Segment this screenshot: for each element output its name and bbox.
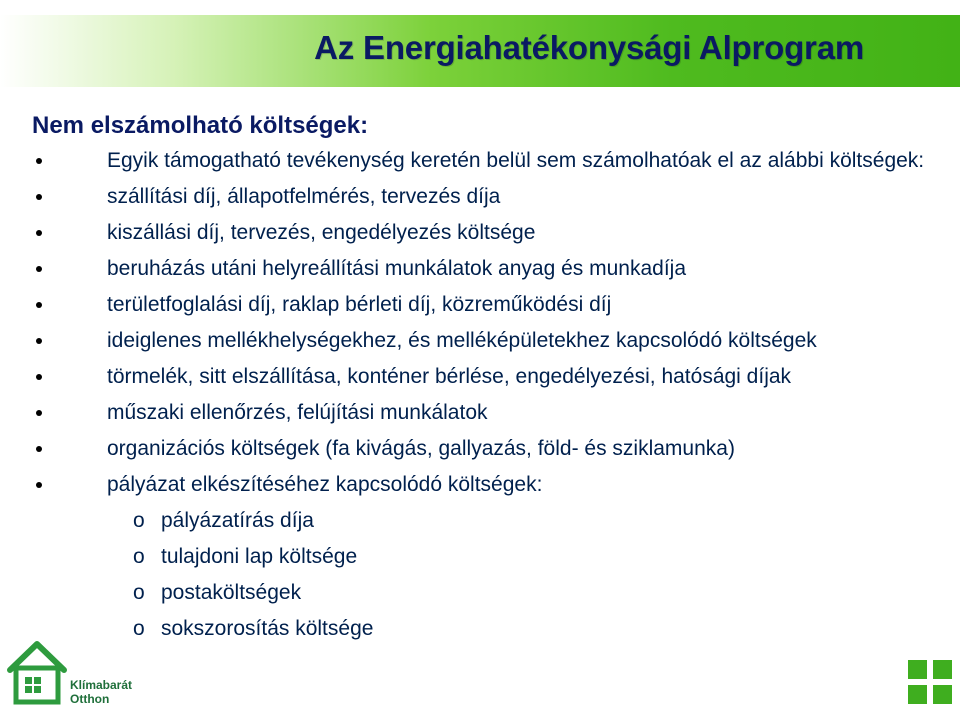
- sub-marker: o: [133, 509, 145, 532]
- bullet-dot-icon: [36, 230, 42, 236]
- list-item: [36, 149, 936, 172]
- bullet-dot-icon: [36, 302, 42, 308]
- list-item: [36, 329, 936, 352]
- sub-list-item: [133, 509, 936, 532]
- list-item-text: törmelék, sitt elszállítása, konténer bérlése, engedélyezési, hatósági díjak: [107, 365, 792, 388]
- sub-list: [107, 509, 936, 640]
- slide-title: Az Energiahatékonysági Alprogram: [314, 29, 864, 66]
- logo-text: [70, 678, 132, 706]
- list-item: [36, 437, 936, 460]
- list-item-text: beruházás utáni helyreállítási munkálatok anyag és munkadíja: [107, 257, 687, 280]
- bullet-dot-icon: [36, 158, 42, 164]
- sub-list-item-text: pályázatírás díja: [161, 509, 314, 532]
- list-item: [36, 365, 936, 388]
- title-bar: [0, 15, 960, 87]
- bullet-dot-icon: [36, 374, 42, 380]
- sub-marker: o: [133, 545, 145, 568]
- bullet-dot-icon: [36, 338, 42, 344]
- bullet-dot-icon: [36, 194, 42, 200]
- bullet-dot-icon: [36, 446, 42, 452]
- house-icon: [6, 636, 68, 706]
- sub-marker: o: [133, 617, 145, 640]
- sub-list-item: [133, 617, 936, 640]
- sub-list-item: [133, 581, 936, 604]
- bullet-dot-icon: [36, 410, 42, 416]
- list-item: [36, 257, 936, 280]
- bullet-dot-icon: [36, 482, 42, 488]
- list-item: [36, 185, 936, 208]
- list-item-text: Egyik támogatható tevékenység keretén belül sem számolhatóak el az alábbi költségek:: [107, 149, 925, 172]
- sub-list-item-text: postaköltségek: [161, 581, 302, 604]
- list-item-text: szállítási díj, állapotfelmérés, tervezés díja: [107, 185, 501, 208]
- squares-icon: [906, 658, 954, 706]
- bullet-list: [36, 149, 936, 653]
- section-heading: Nem elszámolható költségek:: [32, 112, 369, 139]
- logo-line-2: Otthon: [70, 692, 110, 706]
- list-item: [36, 221, 936, 244]
- sub-marker: o: [133, 581, 145, 604]
- list-item-text: ideiglenes mellékhelységekhez, és melléképületekhez kapcsolódó költségek: [107, 329, 817, 352]
- list-item-text: területfoglalási díj, raklap bérleti díj, közreműködési díj: [107, 293, 612, 316]
- list-item: [36, 293, 936, 316]
- sub-list-item: [133, 545, 936, 568]
- list-item: [36, 473, 936, 640]
- list-item-text: organizációs költségek (fa kivágás, gallyazás, föld- és sziklamunka): [107, 437, 735, 460]
- logo-line-1: Klímabarát: [70, 678, 133, 692]
- bullet-dot-icon: [36, 266, 42, 272]
- list-item: [36, 401, 936, 424]
- list-item-text: pályázat elkészítéséhez kapcsolódó költségek:: [107, 473, 543, 496]
- sub-list-item-text: tulajdoni lap költsége: [161, 545, 358, 568]
- sub-list-item-text: sokszorosítás költsége: [161, 617, 374, 640]
- list-item-text: műszaki ellenőrzés, felújítási munkálatok: [107, 401, 488, 424]
- list-item-text: kiszállási díj, tervezés, engedélyezés költsége: [107, 221, 536, 244]
- klimabarat-otthon-logo: [6, 636, 136, 706]
